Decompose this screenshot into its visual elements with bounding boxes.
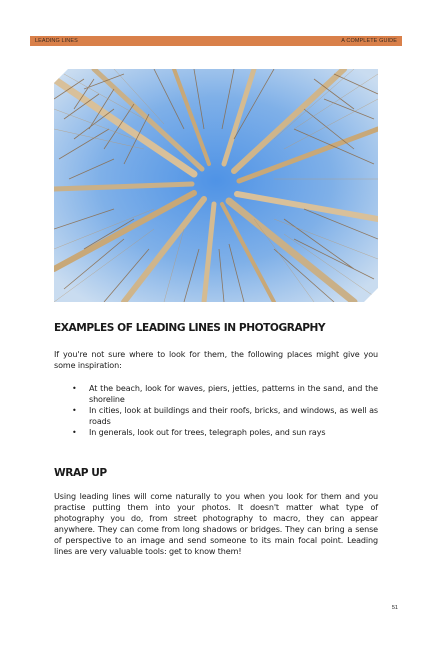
section-heading-wrap-up: WRAP UP [54,467,107,479]
list-item [72,405,378,427]
header-right-label: A COMPLETE GUIDE [341,38,397,44]
list-item [72,427,378,438]
list-item-text: In generals, look out for trees, telegraph poles, and sun rays [89,428,326,437]
intro-paragraph: If you're not sure where to look for them, the following places might give you some inspiration: [54,350,378,370]
bullet-icon: • [72,406,77,415]
trees-from-below-photo [54,69,378,302]
bullet-icon: • [72,428,77,437]
list-item-text: In cities, look at buildings and their roofs, bricks, and windows, as well as roads [89,406,378,426]
page-number: 51 [391,605,398,611]
inspiration-list [72,383,378,438]
wrap-up-paragraph: Using leading lines will come naturally to you when you look for them and you practise putting them into your photos. It doesn't matter what type of photography you do, from street photography to macro, they can appear anywhere. They can come from long shadows or bridges. They can bring a sense of perspective to an image and send someone to its main focal point. Leading lines are very valuable tools: get to know them! [54,492,378,556]
header-bar [30,36,402,46]
section-heading-examples: EXAMPLES OF LEADING LINES IN PHOTOGRAPHY [54,322,326,334]
list-item [72,383,378,405]
bullet-icon: • [72,384,77,393]
list-item-text: At the beach, look for waves, piers, jetties, patterns in the sand, and the shoreline [89,384,378,404]
header-left-label: LEADING LINES [35,38,78,44]
